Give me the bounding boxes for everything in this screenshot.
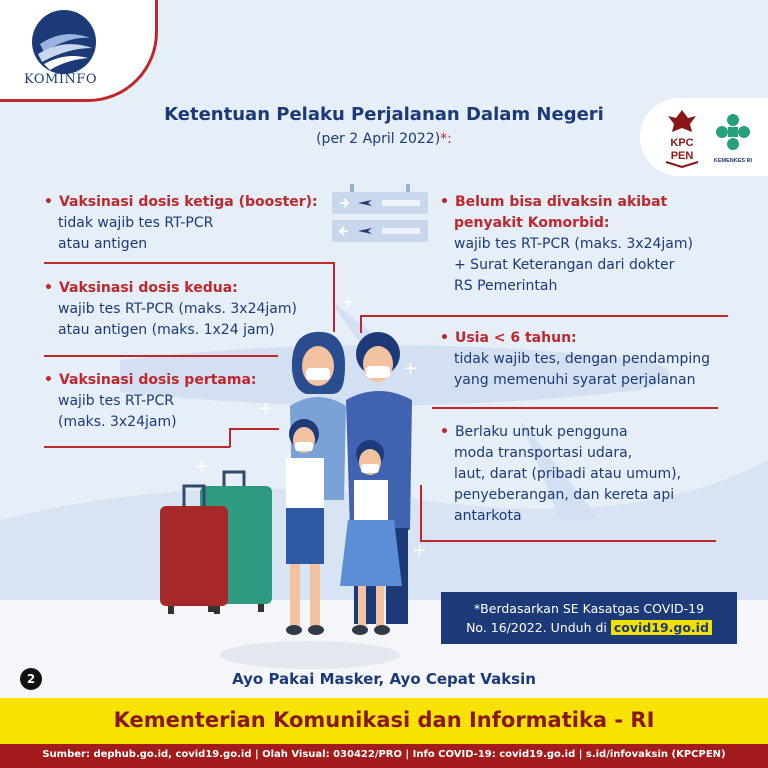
rule-line: • Berlaku untuk pengguna bbox=[440, 424, 628, 440]
page-title: Ketentuan Pelaku Perjalanan Dalam Negeri bbox=[164, 104, 604, 125]
rule-line: (maks. 3x24jam) bbox=[58, 414, 177, 430]
note-line: No. 16/2022. Unduh di covid19.go.id bbox=[441, 618, 737, 637]
rule-heading: • Belum bisa divaksin akibat bbox=[440, 194, 668, 210]
divider-line bbox=[44, 446, 230, 448]
rule-line: atau antigen (maks. 1x24 jam) bbox=[58, 322, 275, 338]
rule-line: tidak wajib tes RT-PCR bbox=[58, 215, 214, 231]
ministry-name: Kementerian Komunikasi dan Informatika - RI bbox=[113, 708, 655, 732]
page-number: 2 bbox=[20, 668, 42, 690]
note-line: *Berdasarkan SE Kasatgas COVID-19 bbox=[473, 601, 705, 616]
rule-comorbid bbox=[440, 192, 740, 297]
bullet: • bbox=[44, 280, 53, 296]
rule-heading: • Vaksinasi dosis kedua: bbox=[44, 280, 238, 296]
rule-transport bbox=[440, 422, 740, 527]
rule-line: yang memenuhi syarat perjalanan bbox=[454, 372, 696, 388]
bullet: • bbox=[440, 194, 449, 210]
rule-line: + Surat Keterangan dari dokter bbox=[454, 257, 675, 273]
rule-line: moda transportasi udara, bbox=[454, 445, 633, 461]
covid-site-link[interactable]: covid19.go.id bbox=[611, 620, 712, 635]
rule-heading: • Usia < 6 tahun: bbox=[440, 330, 577, 346]
bullet: • bbox=[440, 330, 449, 346]
divider-line bbox=[432, 407, 718, 409]
rule-line: atau antigen bbox=[58, 236, 148, 252]
kominfo-wordmark: KOMINFO bbox=[24, 72, 98, 87]
divider-line bbox=[44, 355, 278, 357]
divider-line bbox=[360, 315, 728, 317]
rule-line: RS Pemerintah bbox=[454, 278, 558, 294]
source-note bbox=[441, 592, 737, 644]
rule-heading: • Vaksinasi dosis pertama: bbox=[44, 372, 257, 388]
rule-line: antarkota bbox=[454, 508, 522, 524]
page-subtitle bbox=[0, 131, 768, 147]
subtitle-date: (per 2 April 2022) bbox=[316, 131, 441, 147]
kpcpen-line1: KPC bbox=[670, 137, 694, 149]
kominfo-logo bbox=[30, 8, 98, 76]
plus-sparkle-icon: + bbox=[340, 292, 356, 313]
kemenkes-label: KEMENKES RI bbox=[713, 158, 753, 164]
bullet: • bbox=[44, 372, 53, 388]
rule-under-six bbox=[440, 328, 750, 391]
kpcpen-line2: PEN bbox=[670, 150, 694, 162]
rule-line: laut, darat (pribadi atau umum), bbox=[454, 466, 682, 482]
departure-arrival-sign-icon bbox=[332, 184, 428, 250]
rule-line: tidak wajib tes, dengan pendamping bbox=[454, 351, 711, 367]
plus-sparkle-icon: + bbox=[412, 540, 428, 561]
plus-sparkle-icon: + bbox=[258, 398, 274, 419]
rule-line: wajib tes RT-PCR (maks. 3x24jam) bbox=[58, 301, 297, 317]
bullet: • bbox=[440, 424, 449, 440]
divider-line bbox=[229, 428, 231, 447]
slogan: Ayo Pakai Masker, Ayo Cepat Vaksin bbox=[232, 670, 536, 688]
divider-line bbox=[420, 540, 716, 542]
suitcase-icon bbox=[158, 468, 274, 614]
divider-line bbox=[44, 262, 334, 264]
rule-heading: • Vaksinasi dosis ketiga (booster): bbox=[44, 194, 318, 210]
plus-sparkle-icon: + bbox=[403, 358, 419, 379]
rule-booster bbox=[44, 192, 334, 255]
plus-sparkle-icon: + bbox=[194, 456, 210, 477]
rule-line: wajib tes RT-PCR bbox=[58, 393, 174, 409]
bullet: • bbox=[44, 194, 53, 210]
rule-line: wajib tes RT-PCR (maks. 3x24jam) bbox=[454, 236, 693, 252]
subtitle-asterisk: *: bbox=[440, 131, 452, 147]
rule-heading: penyakit Komorbid: bbox=[454, 215, 610, 231]
rule-line: penyeberangan, dan kereta api bbox=[454, 487, 675, 503]
sources-text: Sumber: dephub.go.id, covid19.go.id | Olah Visual: 030422/PRO | Info COVID-19: covid19.go.id | s.id/infovaksin (KPCPEN) bbox=[42, 749, 726, 760]
